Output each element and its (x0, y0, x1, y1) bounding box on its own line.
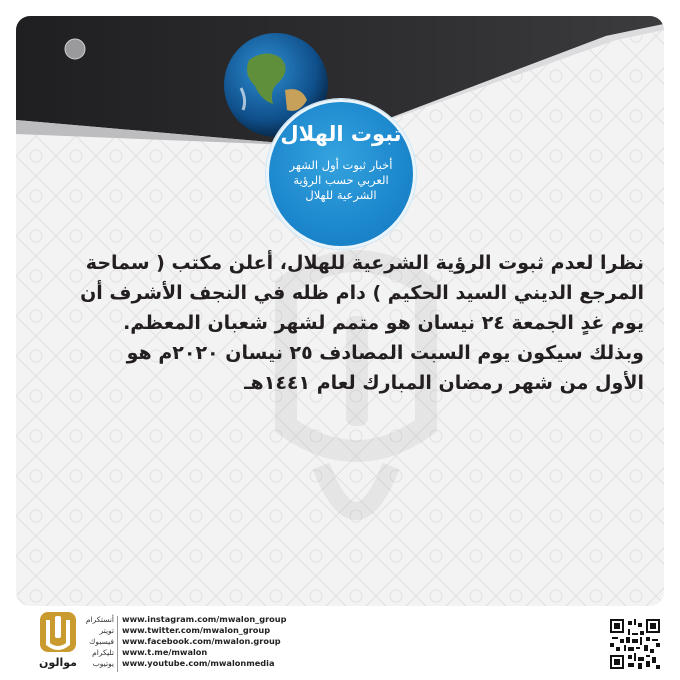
platform-name: تليكرام (92, 648, 114, 657)
announcement-line: يوم غدٍ الجمعة ٢٤ نيسان هو متمم لشهر شعبان المعظم. (123, 312, 644, 334)
qr-code-icon[interactable] (610, 619, 660, 669)
platform-name: فيسبوك (89, 637, 114, 646)
platform-names (80, 614, 114, 669)
footer-divider (117, 616, 118, 672)
telegram-link[interactable]: www.t.me/mwalon (122, 647, 208, 657)
instagram-link[interactable]: www.instagram.com/mwalon_group (122, 614, 287, 624)
announcement-line: وبذلك سيكون يوم السبت المصادف ٢٥ نيسان ٢٠٢٠م هو (126, 342, 644, 364)
twitter-link[interactable]: www.twitter.com/mwalon_group (122, 625, 271, 635)
platform-name: أنستكرام (85, 615, 114, 624)
announcement-line: المرجع الديني السيد الحكيم ) دام ظله في النجف الأشرف أن (80, 282, 644, 304)
announcement-line: نظرا لعدم ثبوت الرؤية الشرعية للهلال، أعلن مكتب ( سماحة (85, 252, 644, 274)
announcement-line: الأول من شهر رمضان المبارك لعام ١٤٤١هـ (244, 372, 644, 394)
facebook-link[interactable]: www.facebook.com/mwalon.group (122, 636, 281, 646)
youtube-link[interactable]: www.youtube.com/mwalonmedia (122, 658, 275, 668)
platform-name: تويتر (99, 626, 114, 635)
platform-name: يوتيوب (92, 659, 114, 668)
badge-subtitle: أخبار ثبوت أول الشهر العربي حسب الرؤية الشرعية للهلال (289, 158, 393, 202)
social-links (122, 614, 286, 669)
announcement-text (66, 248, 644, 398)
footer (0, 606, 680, 680)
mwalon-logo-icon (36, 610, 80, 656)
moon-icon (64, 38, 86, 60)
logo-text: موالون (39, 656, 77, 669)
post-card (16, 16, 664, 606)
badge-title: ثبوت الهلال (280, 122, 402, 146)
topic-badge (266, 99, 416, 249)
